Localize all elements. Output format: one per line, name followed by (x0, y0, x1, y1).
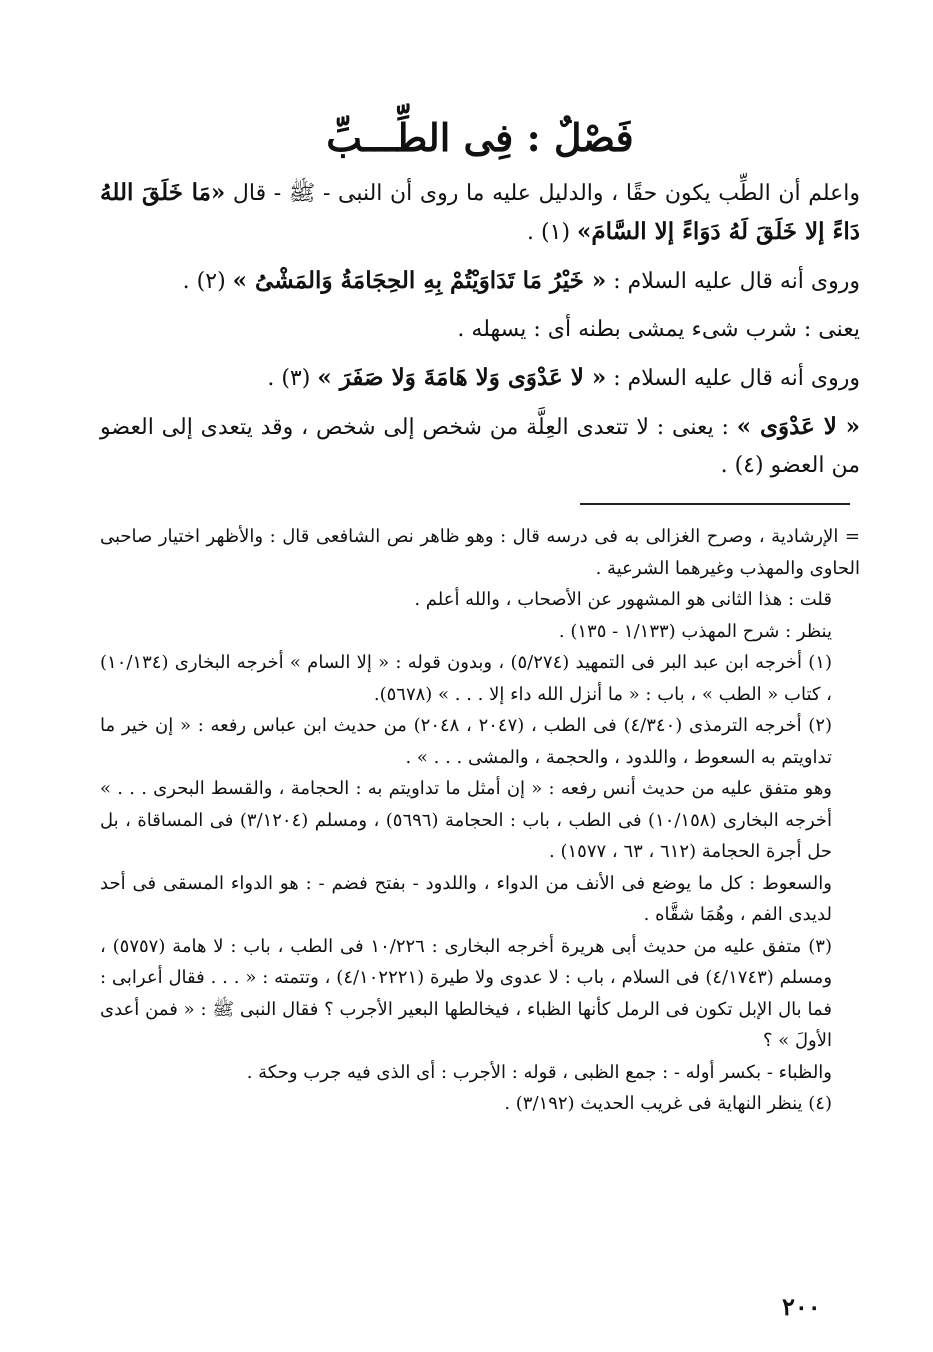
footnote-line: = الإرشادية ، وصرح الغزالى به فى درسه قال : وهو ظاهر نص الشافعى قال : والأظهر اختيار صاحبى الحاوى والمهذب وغيرهما الشرعية . (100, 526, 860, 579)
footnote-1: (١) أخرجه ابن عبد البر فى التمهيد (٥/٢٧٤) ، وبدون قوله : « إلا السام » أخرجه البخارى (١٠/١٣٤) ، كتاب « الطب » ، باب : « ما أنزل الله داء إلا . . . » (٥٦٧٨). (100, 652, 832, 705)
footnote-divider (580, 503, 850, 505)
paragraph-4 (100, 359, 860, 398)
chapter-title: فَصْلٌ : فِى الطِّـــبِّ (326, 115, 634, 160)
paragraph-1-text: واعلم أن الطِّب يكون حقًا ، والدليل عليه ما روى أن النبى - ﷺ - قال (232, 181, 860, 206)
footnote-ref-2: (٢) . (182, 269, 226, 294)
footnote-line: ينظر : شرح المهذب (١/١٣٣ - ١٣٥) . (558, 620, 832, 642)
paragraph-2-text: وروى أنه قال عليه السلام : (613, 269, 860, 294)
main-text (100, 174, 860, 485)
footnote-4: (٤) ينظر النهاية فى غريب الحديث (٣/١٩٢) . (504, 1093, 832, 1114)
paragraph-2 (100, 262, 860, 301)
footnotes (100, 521, 860, 1120)
footnote-ref-1: (١) . (527, 220, 571, 245)
paragraph-4-text: وروى أنه قال عليه السلام : (613, 366, 860, 391)
paragraph-3: يعنى : شرب شىء يمشى بطنه أى : يسهله . (457, 317, 860, 342)
footnote-line: قلت : هذا الثانى هو المشهور عن الأصحاب ، والله أعلم . (414, 589, 832, 610)
footnote-ref-3: (٣) . (267, 366, 311, 391)
document-page (100, 110, 860, 1120)
hadith-quote-2: « خَيْرُ مَا تَدَاوَيْتُمْ بِهِ الحِجَامَةُ وَالمَشْىُ » (232, 267, 607, 294)
term-quote: « لا عَدْوَى » (736, 413, 861, 440)
footnote-2: (٢) أخرجه الترمذى (٤/٣٤٠) فى الطب ، (٢٠٤٧ ، ٢٠٤٨) من حديث ابن عباس رفعه : « إن خير ما تداويتم به السعوط ، واللدود ، والحجمة ، والمشى . . . » . (100, 715, 833, 768)
footnote-line: والسعوط : كل ما يوضع فى الأنف من الدواء ، واللدود - بفتح فضم - : هو الدواء المسقى فى أحد لديدى الفم ، وهُمَا شقَّاه . (100, 872, 832, 925)
footnote-line: وهو متفق عليه من حديث أنس رفعه : « إن أمثل ما تداويتم به : الحجامة ، والقسط البحرى . . . » أخرجه البخارى (١٠/١٥٨) فى الطب ، باب : الحجامة (٥٦٩٦) ، ومسلم (٣/١٢٠٤) فى المساقاة ، بل حل أجرة الحجامة (٦١٢ ، ٦٣ ، ١٥٧٧) . (100, 778, 833, 862)
paragraph-5 (100, 408, 860, 485)
footnote-3: (٣) متفق عليه من حديث أبى هريرة أخرجه البخارى : ١٠/٢٢٦ فى الطب ، باب : لا هامة (٥٧٥٧) ، ومسلم (٤/١٧٤٣) فى السلام ، باب : لا عدوى ولا طيرة (٤/١٠٢٢٢١) ، وتتمته : « . . . فقال أعرابى : فما بال الإبل تكون فى الرمل كأنها الظباء ، فيخالطها البعير الأجرب ؟ فقال النبى ﷺ : « فمن أعدى الأولَ » ؟ (100, 935, 833, 1051)
paragraph-1 (100, 174, 860, 252)
hadith-quote-1: «مَا خَلَقَ اللهُ دَاءً إلا خَلَقَ لَهُ دَوَاءً إلا السَّامَ» (100, 179, 860, 245)
paragraph-5-text: : يعنى : لا تتعدى العِلَّة من شخص إلى شخص ، وقد يتعدى إلى العضو من العضو (100, 415, 860, 478)
hadith-quote-3: « لا عَدْوَى وَلا هَامَةَ وَلا صَفَرَ » (317, 364, 607, 391)
footnote-ref-4: (٤) . (720, 453, 764, 478)
footnote-line: والظباء - بكسر أوله - : جمع الظبى ، قوله : الأجرب : أى الذى فيه جرب وحكة . (246, 1061, 832, 1083)
page-number: ٢٠٠ (782, 1292, 821, 1321)
